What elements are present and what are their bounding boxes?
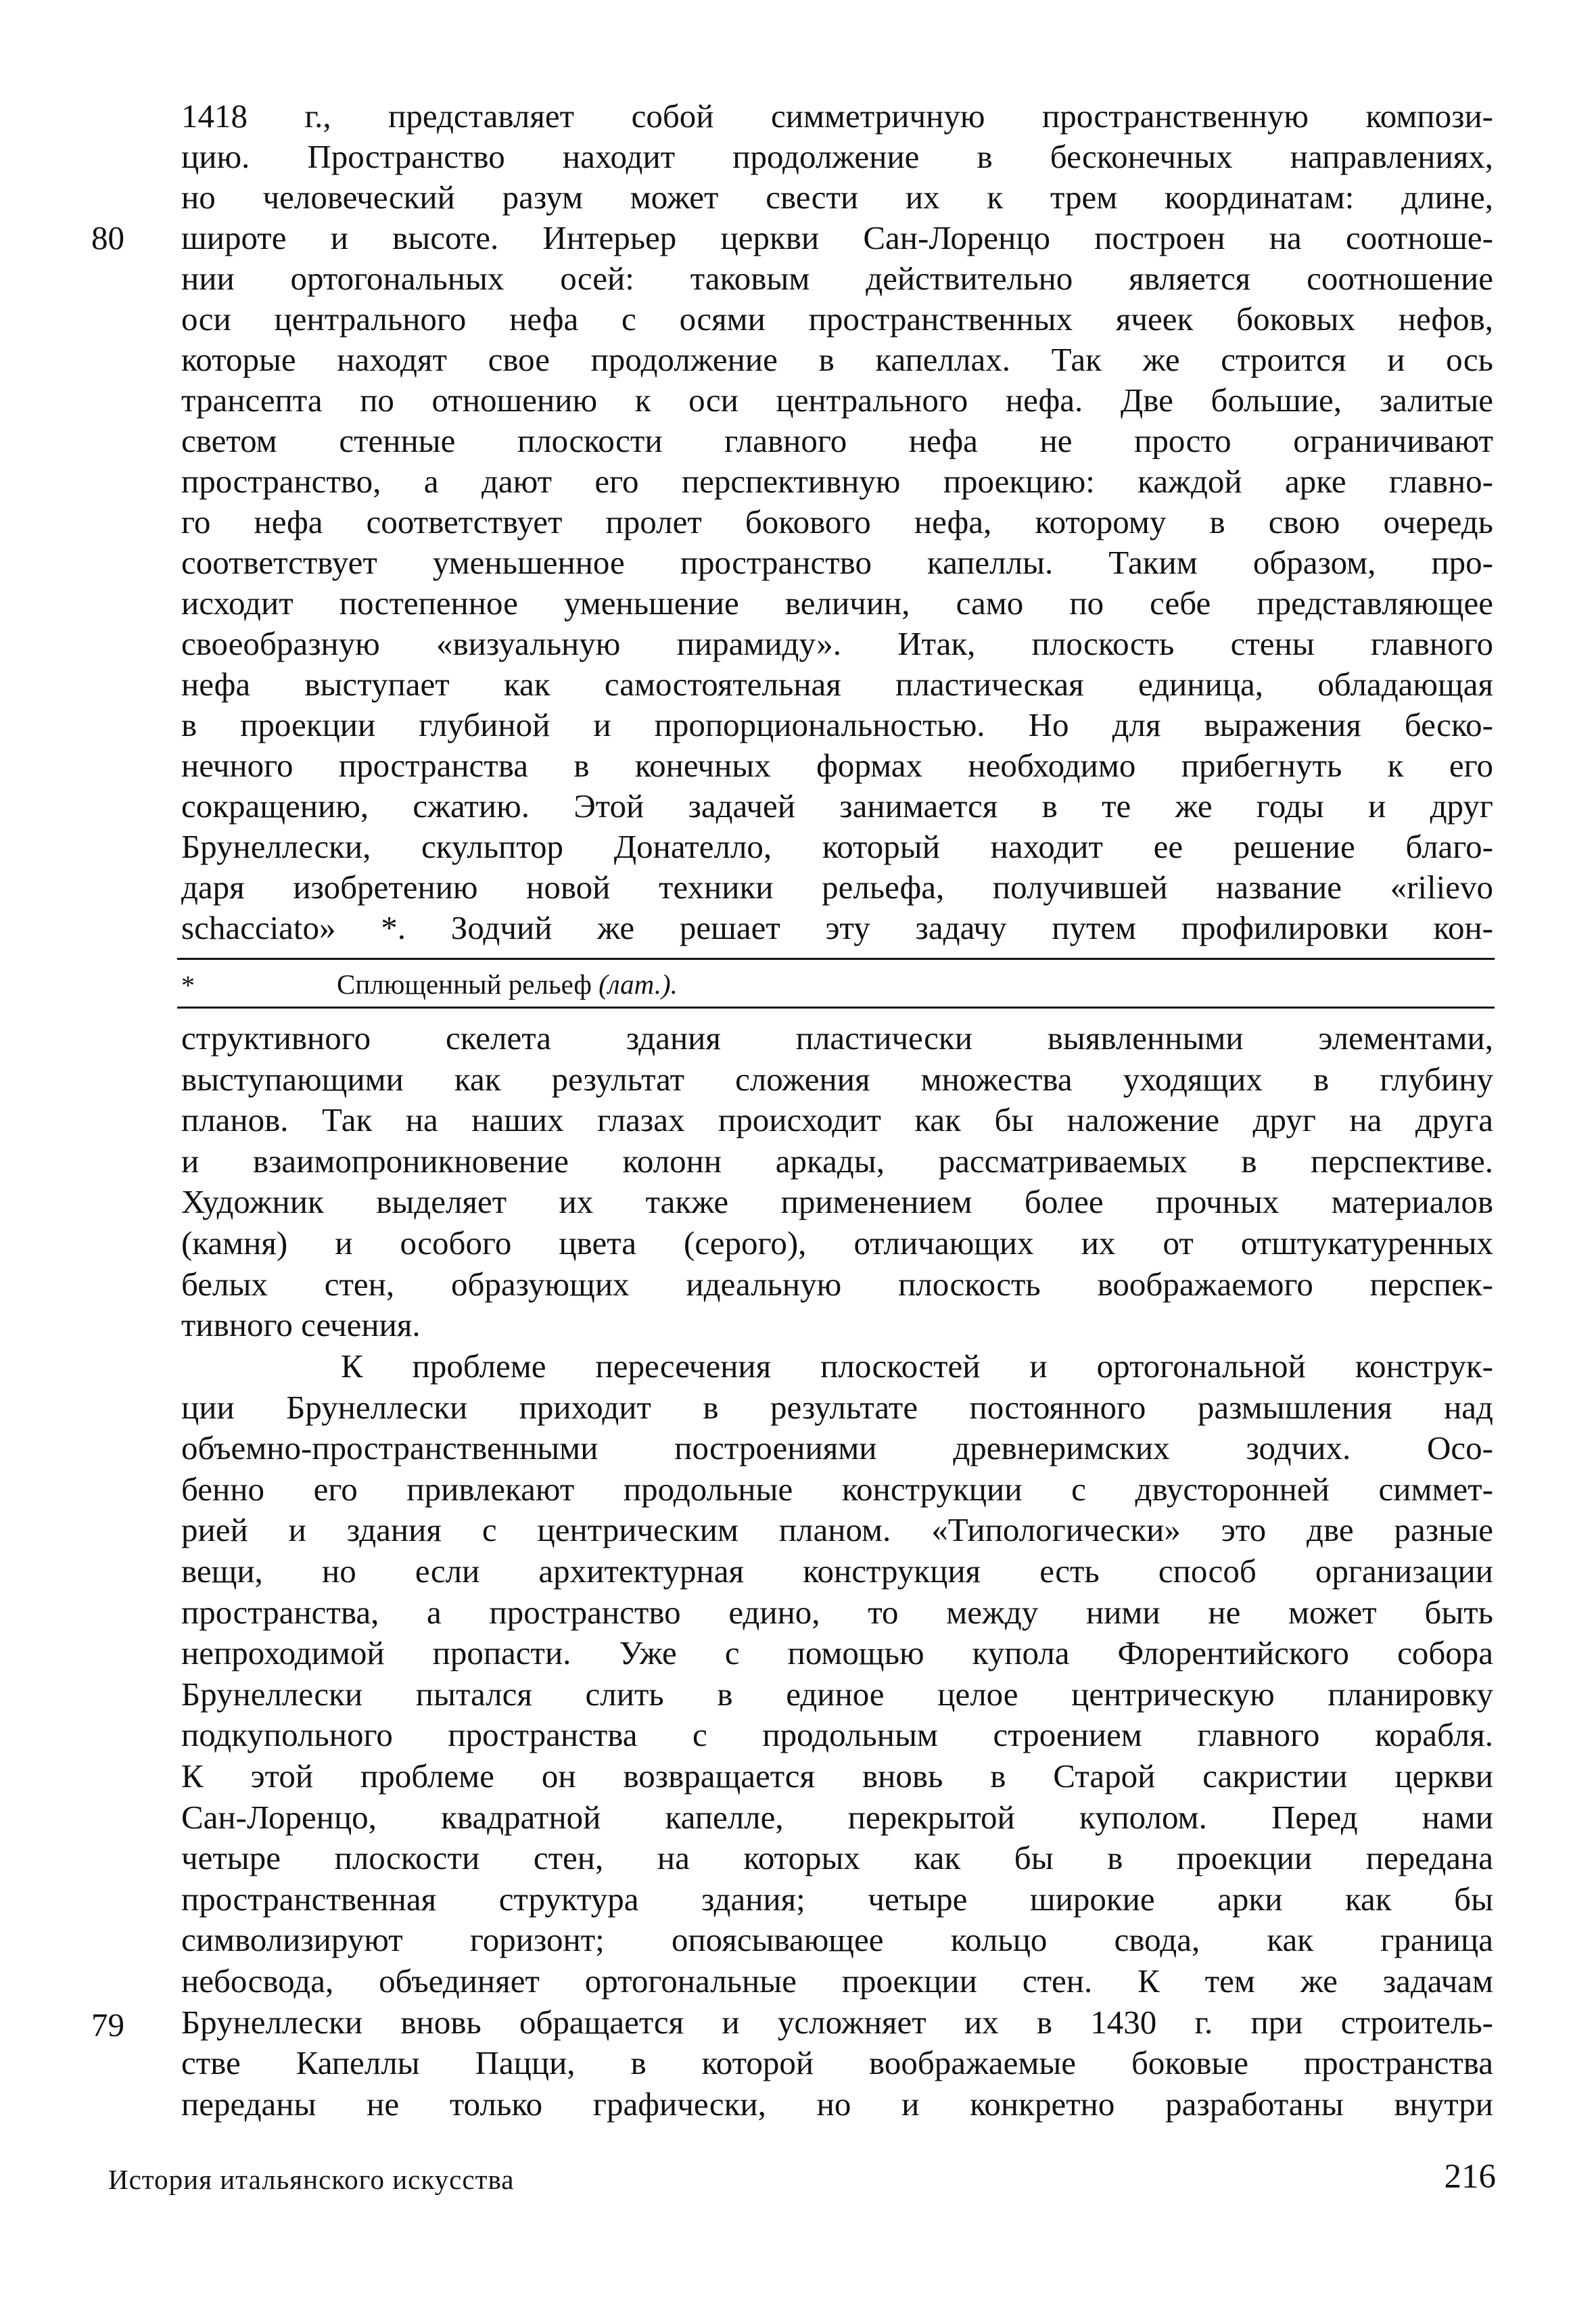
text-line: (камня) и особого цвета (серого), отличающих их от отштукатуренных xyxy=(181,1224,1493,1262)
text-line: планов. Так на наших глазах происходит как бы наложение друг на друга xyxy=(181,1101,1493,1139)
text-line: трансепта по отношению к оси центрального нефа. Две большие, залитые xyxy=(181,382,1493,419)
text-line: К этой проблеме он возвращается вновь в Старой сакристии церкви xyxy=(181,1757,1493,1795)
text-line: ции Брунеллески приходит в результате постоянного размышления над xyxy=(181,1388,1493,1426)
text-line: но человеческий разум может свести их к трем координатам: длине, xyxy=(181,179,1493,216)
text-line: объемно-пространственными построениями древнеримских зодчих. Осо- xyxy=(181,1429,1493,1467)
text-line: пространство, а дают его перспективную проекцию: каждой арке главно- xyxy=(181,463,1493,500)
page-number: 216 xyxy=(1444,2158,1496,2196)
text-line: тивного сечения. xyxy=(181,1306,421,1344)
text-line: нефа выступает как самостоятельная пластическая единица, обладающая xyxy=(181,666,1493,703)
text-line: пространства, а пространство едино, то между ними не может быть xyxy=(181,1593,1493,1631)
margin-figure-number: 79 xyxy=(91,2006,124,2044)
text-line: бенно его привлекают продольные конструкции с двусторонней симмет- xyxy=(181,1470,1493,1508)
text-line: Брунеллески, скульптор Донателло, который находит ее решение благо- xyxy=(181,828,1493,865)
footnote-body: Сплющенный рельеф xyxy=(337,969,592,1000)
text-line: символизируют горизонт; опоясывающее кольцо свода, как граница xyxy=(181,1921,1493,1959)
text-line: сокращению, сжатию. Этой задачей занимается в те же годы и друг xyxy=(181,787,1493,825)
footnote-text xyxy=(337,967,678,1001)
text-line: стве Капеллы Пацци, в которой воображаемые боковые пространства xyxy=(181,2044,1493,2082)
text-line: вещи, но если архитектурная конструкция есть способ организации xyxy=(181,1552,1493,1590)
text-line: Брунеллески пытался слить в единое целое центрическую планировку xyxy=(181,1675,1493,1713)
text-line: непроходимой пропасти. Уже с помощью купола Флорентийского собора xyxy=(181,1634,1493,1672)
text-line: переданы не только графически, но и конкретно разработаны внутри xyxy=(181,2085,1493,2123)
text-line: и взаимопроникновение колонн аркады, рассматриваемых в перспективе. xyxy=(181,1142,1493,1180)
footnote-rule-top xyxy=(177,958,1495,960)
text-line: структивного скелета здания пластически выявленными элементами, xyxy=(181,1019,1493,1057)
text-line: широте и высоте. Интерьер церкви Сан-Лоренцо построен на соотноше- xyxy=(181,219,1493,256)
text-line: Сан-Лоренцо, квадратной капелле, перекрытой куполом. Перед нами xyxy=(181,1798,1493,1836)
text-line: го нефа соответствует пролет бокового нефа, которому в свою очередь xyxy=(181,503,1493,540)
text-line: нечного пространства в конечных формах необходимо прибегнуть к его xyxy=(181,747,1493,784)
footnote-marker: * xyxy=(181,970,195,1000)
text-line: цию. Пространство находит продолжение в бесконечных направлениях, xyxy=(181,138,1493,175)
text-line: которые находят свое продолжение в капеллах. Так же строится и ось xyxy=(181,341,1493,378)
text-line: Брунеллески вновь обращается и усложняет их в 1430 г. при строитель- xyxy=(181,2003,1493,2041)
text-line: небосвода, объединяет ортогональные проекции стен. К тем же задачам xyxy=(181,1962,1493,2000)
text-line: 1418 г., представляет собой симметричную пространственную компози- xyxy=(181,97,1493,135)
text-line: schacciato» *. Зодчий же решает эту задачу путем профилировки кон- xyxy=(181,909,1493,946)
text-line: выступающими как результат сложения множества уходящих в глубину xyxy=(181,1060,1493,1098)
text-line: белых стен, образующих идеальную плоскость воображаемого перспек- xyxy=(181,1265,1493,1303)
footnote-rule-bottom xyxy=(177,1007,1495,1009)
text-line: в проекции глубиной и пропорциональностью. Но для выражения беско- xyxy=(181,706,1493,743)
text-line: пространственная структура здания; четыре широкие арки как бы xyxy=(181,1880,1493,1918)
text-line: четыре плоскости стен, на которых как бы в проекции передана xyxy=(181,1839,1493,1877)
text-line: светом стенные плоскости главного нефа не просто ограничивают xyxy=(181,422,1493,459)
text-line: Художник выделяет их также применением более прочных материалов xyxy=(181,1183,1493,1221)
text-line: исходит постепенное уменьшение величин, само по себе представляющее xyxy=(181,584,1493,622)
text-line: К проблеме пересечения плоскостей и ортогональной конструк- xyxy=(341,1347,1493,1385)
text-line: нии ортогональных осей: таковым действительно является соотношение xyxy=(181,260,1493,297)
margin-figure-number: 80 xyxy=(91,219,124,256)
text-line: рией и здания с центрическим планом. «Типологически» это две разные xyxy=(181,1511,1493,1549)
text-line: даря изобретению новой техники рельефа, получившей название «rilievo xyxy=(181,869,1493,906)
text-line: соответствует уменьшенное пространство капеллы. Таким образом, про- xyxy=(181,544,1493,581)
text-line: подкупольного пространства с продольным строением главного корабля. xyxy=(181,1716,1493,1754)
text-line: оси центрального нефа с осями пространственных ячеек боковых нефов, xyxy=(181,300,1493,338)
footnote-lang: (лат.). xyxy=(598,969,678,1000)
running-footer-title: История итальянского искусства xyxy=(108,2164,515,2195)
text-line: своеобразную «визуальную пирамиду». Итак, плоскость стены главного xyxy=(181,625,1493,662)
